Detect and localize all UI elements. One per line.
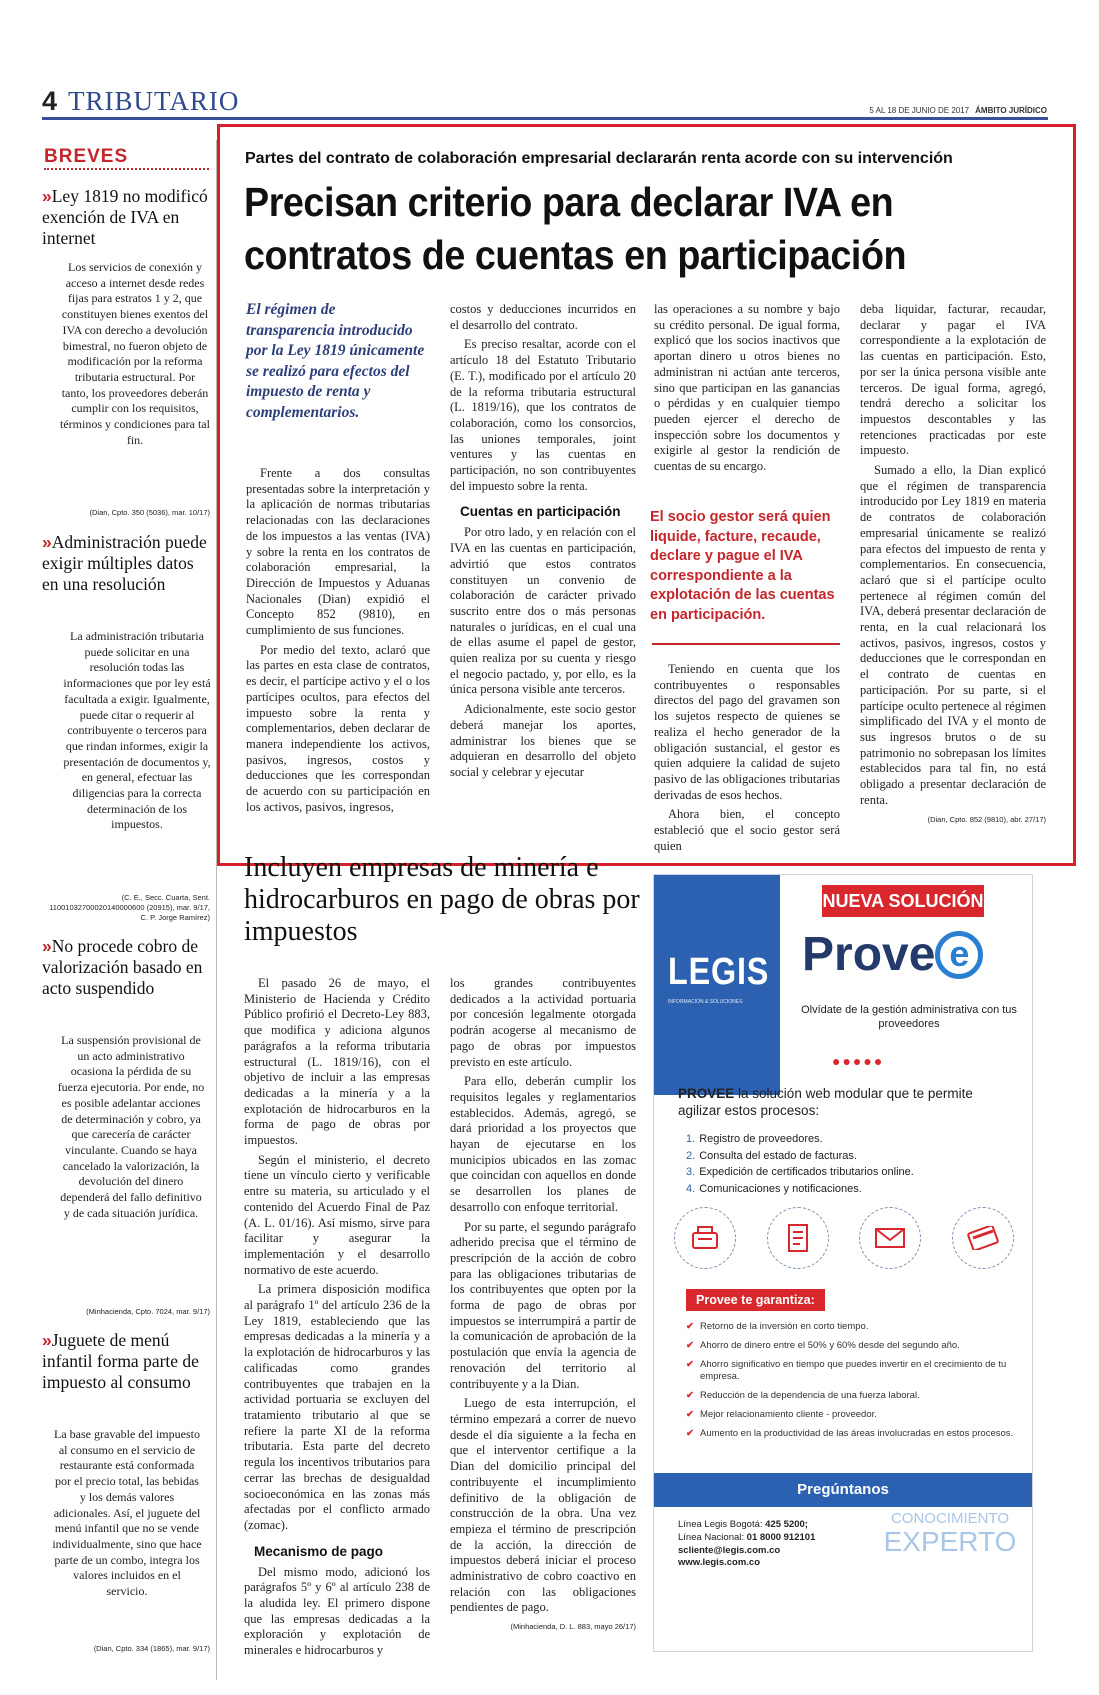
- breve-citation: (Minhacienda, Cpto. 7024, mar. 9/17): [86, 1307, 210, 1316]
- paragraph: los grandes contribuyentes dedicados a la actividad portuaria por concesión legalmente otorgada podrán acogerse al mecanismo de pago de obras por impuestos previsto en este artículo.: [450, 976, 636, 1069]
- paragraph: deba liquidar, facturar, recaudar, declarar y pagar el IVA correspondiente a la explotación de las cuentas en participación. Esto, por ser la única persona visible ante terceros. De igual forma, agregó, tendrá derecho a solicitar los impuestos descontables y las retenciones practicadas por este impuesto.: [860, 302, 1046, 458]
- paragraph: Es preciso resaltar, acorde con el artículo 18 del Estatuto Tributario (E. T.), modificado por el artículo 20 de la reforma tributaria estructural (L. 1819/16), que los contratos de colaboración, como los consorcios, las uniones temporales, joint ventures y las cuentas en participación, no son contribuyentes del impuesto sobre la renta.: [450, 337, 636, 493]
- paragraph: Por su parte, el segundo parágrafo adherido precisa que el término de prescripción de la acción de cobro para las obligaciones tributarias de los contribuyentes que opten por la forma de pago de obras por impuestos se interrumpirá a partir de la comunicación de aprobación de la postulación que envía la agencia de renovación del territorio al contribuyente y a la Dian.: [450, 1219, 636, 1391]
- check-icon: ✔: [686, 1340, 694, 1351]
- article-lead: El régimen de transparencia introducido por la Ley 1819 únicamente se realizó para efectos del impuesto de renta y complementarios.: [246, 301, 425, 421]
- article-column-4: [860, 302, 1046, 824]
- legis-logo-subtitle: INFORMACIÓN & SOLUCIONES: [668, 999, 743, 1005]
- pull-quote: El socio gestor será quien liquide, facture, recaude, declare y pague el IVA correspondiente a la explotación de las cuentas en participación.: [650, 509, 835, 623]
- paragraph: Luego de esta interrupción, el término empezará a correr de nuevo desde el día siguiente a la fecha en que el interventor certifique a la Dian del domicilio principal del contribuyente el incumplimiento definitivo de la obligación de construcción de la obra. Una vez empieza el término de prescripción de la acción, la dirección de impuestos deberá iniciar el proceso administrativo de cobro coactivo en relación con las obligaciones pendientes de pago.: [450, 1396, 636, 1615]
- breve-headline: »Ley 1819 no modificó exención de IVA en internet: [42, 186, 208, 248]
- breve-body: La administración tributaria puede solicitar en una resolución todas las informaciones que por ley está facultada a exigir. Igualmente, puede citar o requerir al contribuyente o terceros para que rindan informes, exigir la presentación de documentos y, en general, efectuar las diligencias para la correcta determinación de los impuestos.: [63, 629, 211, 832]
- paragraph: Del mismo modo, adicionó los parágrafos 5º y 6º al artículo 238 de la aludida ley. El primero dispone que las empresas dedicadas a la exploración y explotación de minerales e hidrocarburos y: [244, 1564, 430, 1658]
- paragraph: La primera disposición modifica al parágrafo 1º del artículo 236 de la Ley 1819, estableciendo que las empresas dedicadas a la minería y a la explotación de hidrocarburos y las calificadas como grandes contribuyentes que trabajen en la actividad portuaria se excluyen del tratamiento tributario al que se refiere la parte XI de la reforma tributaria. Esta parte del decreto regula los incentivos tributarios para cerrar las brechas de desigualdad socioeconómica en las zonas más afectadas por el conflicto armado (zomac).: [244, 1282, 430, 1532]
- slogan: CONOCIMIENTO EXPERTO: [883, 1510, 1017, 1557]
- list-item: ✔ Aumento en la productividad de las áreas involucradas en estos procesos.: [686, 1428, 1014, 1439]
- list-item: 4. Comunicaciones y notificaciones.: [686, 1182, 862, 1195]
- paragraph: Por medio del texto, aclaró que las partes en esta clase de contratos, es decir, el partícipe activo y el o los partícipes ocultos, para efectos del impuesto sobre la renta y complementarios, deben declarar de manera independiente los activos, pasivos, ingresos, costos y deducciones que les correspondan de acuerdo con su participación en los activos, pasivos, ingresos,: [246, 642, 430, 814]
- web-link: www.legis.com.co: [678, 1557, 761, 1569]
- check-icon: ✔: [686, 1359, 694, 1370]
- article-column-3: [654, 302, 840, 475]
- article-citation: (Dian, Cpto. 852 (9810), abr. 27/17): [927, 814, 1046, 824]
- article-column-3b: [654, 662, 840, 854]
- paragraph: Ahora bien, el concepto estableció que el socio gestor será quien: [654, 807, 840, 853]
- breve-citation: (Dian, Cpto. 334 (1865), mar. 9/17): [93, 1644, 210, 1653]
- process-list: [686, 1131, 914, 1197]
- subheading: Cuentas en participación: [460, 504, 621, 520]
- check-icon: ✔: [686, 1321, 694, 1332]
- subheading: Mecanismo de pago: [254, 1543, 384, 1559]
- invoice-icon: [767, 1207, 829, 1269]
- list-item: ✔ Mejor relacionamiento cliente - proveedor.: [686, 1409, 877, 1420]
- breve-headline: »No procede cobro de valorización basado en acto suspendido: [42, 936, 203, 998]
- page-number: 4: [42, 86, 58, 116]
- breve-body: Los servicios de conexión y acceso a internet desde redes fijas para estratos 1 y 2, que constituyen bienes exentos del IVA con derecho a devolución bimestral, no fueron objeto de modificación por la reforma tributaria estructural. Por tanto, los proveedores deberán cumplir con los requisitos, términos y condiciones para tal fin.: [60, 260, 210, 447]
- guarantee-title: Provee te garantiza:: [686, 1289, 825, 1311]
- article2-citation: (Minhacienda, D. L. 883, mayo 26/17): [510, 1622, 636, 1632]
- article-kicker: Partes del contrato de colaboración empresarial declararán renta acorde con su intervención: [245, 150, 953, 167]
- paragraph: Adicionalmente, este socio gestor deberá manejar los aportes, administrar los bienes que se adquieran en desarrollo del objeto social y celebrar y ejecutar: [450, 702, 636, 779]
- paragraph: Según el ministerio, el decreto tiene un vínculo cierto y verificable entre su materia, su articulado y el contenido del Acuerdo Final de Paz (A. L. 01/16). Así mismo, sirve para facilitar y asegurar la implementación y el desarrollo normativo de este acuerdo.: [244, 1152, 430, 1277]
- paragraph: El pasado 26 de mayo, el Ministerio de Hacienda y Crédito Público profirió el Decreto-Ley 883, que modifica y adiciona algunos parágrafos a la reforma tributaria estructural (L. 1819/16), con el objetivo de incluir a las empresas dedicadas a la minería y a la explotación de hidrocarburos en la forma de pago de obras por impuestos.: [244, 976, 430, 1148]
- paragraph: Sumado a ello, la Dian explicó que el régimen de transparencia introducido por Ley 1819 en materia de contratos de colaboración empresarial únicamente se realizó para efectos del impuesto de renta y complementarios. En consecuencia, aclaró que si el partícipe oculto pertenece al régimen común del IVA, deberá presentar declaración de renta, en la cual relacionará los activos, pasivos, ingresos, costos y deducciones que le correspondan en el contrato de cuentas en participación. Por su parte, si el partícipe oculto pertenece al régimen simplificado del IVA y el monto de sus ingresos brutos o de su patrimonio no sobrepasan los límites establecidos para tal fin, no está obligado a presentar declaración de renta.: [860, 463, 1046, 807]
- list-item: ✔ Retorno de la inversión en corto tiempo.: [686, 1321, 869, 1332]
- list-item: ✔ Ahorro significativo en tiempo que puedes invertir en el crecimiento de tu empresa.: [686, 1359, 1007, 1382]
- article2-column-1: [244, 976, 430, 1659]
- breve-body: La base gravable del impuesto al consumo en el servicio de restaurante está conformada por el precio total, las bebidas y los demás valores adicionales. Así, el juguete del menú infantil que no se vende individualmente, sino que hace parte de un combo, integra los valores incluidos en el servicio.: [52, 1427, 202, 1599]
- guarantee-list: [686, 1321, 1016, 1447]
- provee-e-icon: e: [935, 931, 983, 979]
- list-item: ✔ Reducción de la dependencia de una fuerza laboral.: [686, 1390, 920, 1401]
- contact-info: Línea Legis Bogotá: 425 5200; Línea Nacional: 01 8000 912101 scliente@legis.com.co www.legis.com.co: [678, 1519, 816, 1569]
- mail-icon: [859, 1207, 921, 1269]
- article2-title: Incluyen empresas de minería e hidrocarburos en pago de obras por impuestos: [244, 852, 640, 947]
- decorative-dots: ●●●●●: [832, 1053, 885, 1069]
- list-item: 1. Registro de proveedores.: [686, 1133, 823, 1145]
- section-title: TRIBUTARIO: [68, 86, 240, 116]
- breve-headline: »Juguete de menú infantil forma parte de impuesto al consumo: [42, 1330, 199, 1392]
- paragraph: las operaciones a su nombre y bajo su crédito personal. De igual forma, explicó que los socios inactivos que aportan dinero u otros bienes no administran ni actúan ante terceros, sino que participan en las ganancias o pérdidas y en cualquier tiempo pueden ejercer el derecho de inspección sobre los documentos y exigirle al gestor la rendición de cuentas de su encargo.: [654, 302, 840, 474]
- new-solution-badge: NUEVA SOLUCIÓN: [822, 885, 984, 917]
- breves-title: BREVES: [44, 146, 129, 167]
- paragraph: costos y deducciones incurridos en el desarrollo del contrato.: [450, 302, 636, 332]
- list-item: ✔ Ahorro de dinero entre el 50% y 60% desde del segundo año.: [686, 1340, 960, 1351]
- article2-column-2: [450, 976, 636, 1631]
- article-title: Precisan criterio para declarar IVA en contratos de cuentas en participación: [244, 179, 907, 278]
- ad-tagline: Olvídate de la gestión administrativa con tus proveedores: [801, 1004, 1017, 1030]
- issue-date: 5 AL 18 DE JUNIO DE 2017 ÁMBITO JURÍDICO: [869, 106, 1047, 115]
- breve-body: La suspensión provisional de un acto administrativo ocasiona la pérdida de su fuerza ejecutoria. Por ende, no es posible adelantar acciones de determinación y cobro, ya que carecería de carácter vinculante. Cuando se haya cancelado la valorización, la devolución del dinero dependerá del fallo definitivo y de cada situación jurídica.: [57, 1033, 205, 1220]
- paragraph: Por otro lado, y en relación con el IVA en las cuentas en participación, advirtió que estos contratos constituyen un convenio de colaboración de carácter privado suscrito entre dos o más personas naturales o jurídicas, en el cual una de ellas asume el papel de gestor, quien realiza por su cuenta y riesgo el negocio pactado, y, por ello, es la única persona visible ante terceros.: [450, 525, 636, 697]
- breve-citation: (C. E., Secc. Cuarta, Sent. 11001032700020140000600 (20915), mar. 9/17, C. P. Jorge Ramírez): [49, 893, 210, 922]
- pull-quote-rule: [652, 643, 840, 645]
- ad-intro: PROVEE la solución web modular que te permite agilizar estos procesos:: [678, 1086, 973, 1118]
- header-rule: [42, 117, 1048, 120]
- article-column-2: [450, 302, 636, 781]
- check-icon: ✔: [686, 1428, 694, 1439]
- list-item: 2. Consulta del estado de facturas.: [686, 1149, 857, 1162]
- paragraph: Frente a dos consultas presentadas sobre la interpretación y la aplicación de normas tributarias relacionadas con las declaraciones de los impuestos a las ventas (IVA) y sobre la renta en los contratos de colaboración empresarial, la Dirección de Impuestos y Aduanas Nacionales (Dian) expidió el Concepto 852 (9810), en cumplimiento de sus funciones.: [246, 466, 430, 638]
- card-icon: [952, 1207, 1014, 1269]
- publication-name: ÁMBITO JURÍDICO: [975, 106, 1047, 115]
- article-column-1: [246, 466, 430, 815]
- breve-citation: (Dian, Cpto. 350 (5036), mar. 10/17): [89, 508, 210, 517]
- paragraph: Teniendo en cuenta que los contribuyentes o responsables directos del pago del gravamen son los sujetos respecto de quienes se realiza el hecho generador de la obligación sustancial, el gestor es quien adquiere la calidad de sujeto pasivo de las obligaciones tributarias derivadas de esos hechos.: [654, 662, 840, 802]
- email-link: scliente@legis.com.co: [678, 1544, 781, 1556]
- ask-us-banner: Pregúntanos: [654, 1473, 1032, 1507]
- check-icon: ✔: [686, 1390, 694, 1401]
- breves-dotted-rule: [44, 168, 209, 170]
- list-item: 3. Expedición de certificados tributarios online.: [686, 1166, 914, 1179]
- advertisement: [653, 874, 1033, 1652]
- paragraph: Para ello, deberán cumplir los requisitos legales y reglamentarios establecidos. Además, agregó, se dará prioridad a los proyectos que hayan de ejecutarse en los municipios ubicados en las zomac que coincidan con aquellos en donde se desarrollen los planes de desarrollo con enfoque territorial.: [450, 1074, 636, 1214]
- check-icon: ✔: [686, 1409, 694, 1420]
- feature-icons: [674, 1207, 1014, 1277]
- provee-logo: Prove e: [802, 927, 983, 982]
- breve-headline: »Administración puede exigir múltiples datos en una resolución: [42, 532, 207, 594]
- register-icon: [674, 1207, 736, 1269]
- legis-logo: LEGIS: [668, 951, 770, 993]
